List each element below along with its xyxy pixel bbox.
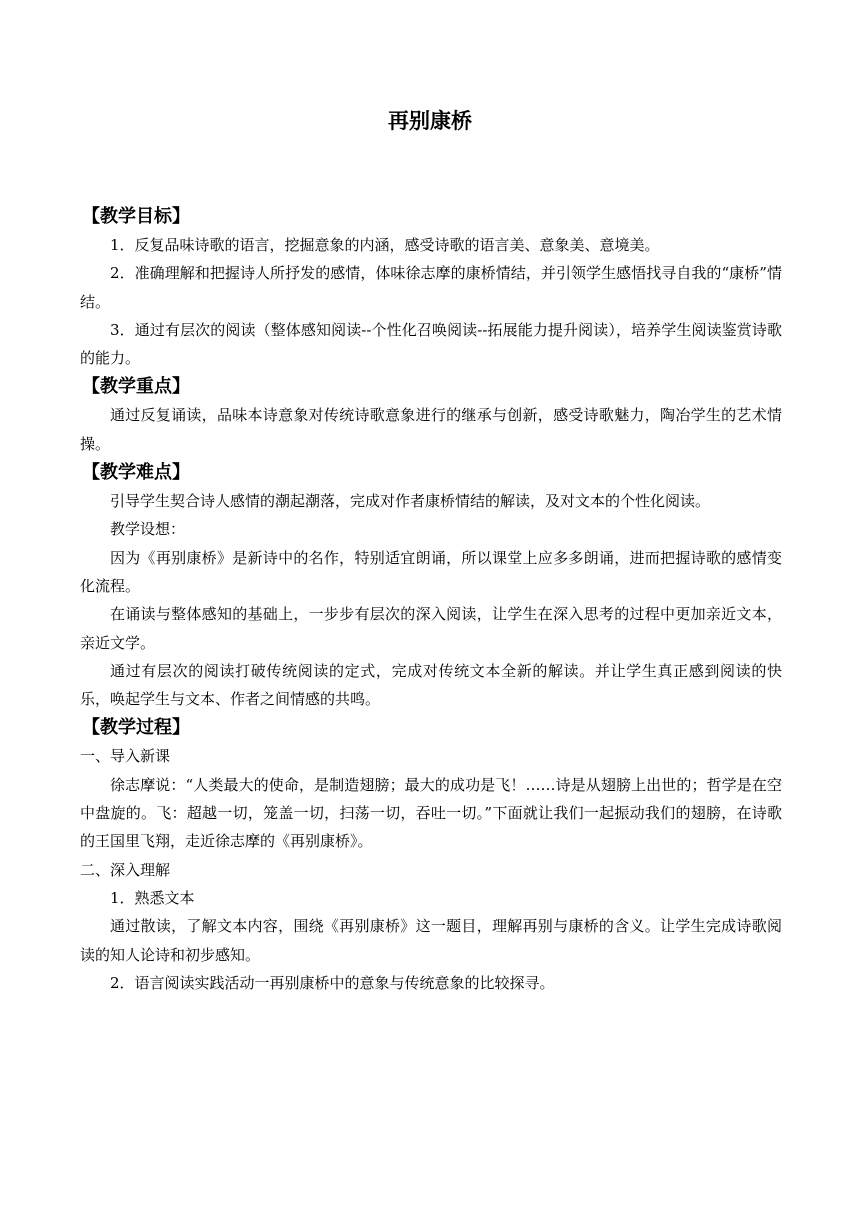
document-title: 再别康桥 bbox=[388, 109, 472, 133]
objective-item: 3．通过有层次的阅读（整体感知阅读--个性化召唤阅读--拓展能力提升阅读），培养学生阅读鉴赏诗歌的能力。 bbox=[80, 320, 782, 368]
objective-item: 2．准确理解和把握诗人所抒发的感情，体味徐志摩的康桥情结，并引领学生感悟找寻自我的“康桥”情结。 bbox=[80, 264, 782, 311]
process-step-text: 通过散读，了解文本内容，围绕《再别康桥》这一题目，理解再别与康桥的含义。让学生完成诗歌阅读的知人论诗和初步感知。 bbox=[80, 917, 782, 964]
process-part-text: 徐志摩说：“人类最大的使命，是制造翅膀；最大的成功是飞！……诗是从翅膀上出世的；哲学是在空中盘旋的。飞：超越一切，笼盖一切，扫荡一切，吞吐一切。”下面就让我们一起振动我们的翅膀，在诗歌的王国里飞翔，走近徐志摩的《再别康桥》。 bbox=[80, 775, 782, 851]
process-part-title: 二、深入理解 bbox=[80, 860, 171, 879]
process-step-title: 2．语言阅读实践活动一再别康桥中的意象与传统意象的比较探寻。 bbox=[110, 973, 555, 992]
key-point-paragraph: 通过反复诵读，品味本诗意象对传统诗歌意象进行的继承与创新，感受诗歌魅力，陶冶学生的艺术情操。 bbox=[80, 406, 782, 453]
section-heading-objectives: 【教学目标】 bbox=[82, 206, 190, 227]
section-heading-difficulties: 【教学难点】 bbox=[82, 462, 190, 484]
teaching-plan-paragraph: 在诵读与整体感知的基础上，一步步有层次的深入阅读，让学生在深入思考的过程中更加亲近文本，亲近文学。 bbox=[80, 605, 782, 652]
section-heading-key-points: 【教学重点】 bbox=[82, 376, 190, 398]
process-part-title: 一、导入新课 bbox=[80, 747, 171, 766]
process-step-title: 1．熟悉文本 bbox=[110, 888, 195, 907]
difficulty-paragraph: 引导学生契合诗人感情的潮起潮落，完成对作者康桥情结的解读，及对文本的个性化阅读。 bbox=[110, 492, 711, 511]
section-heading-process: 【教学过程】 bbox=[82, 717, 190, 739]
teaching-plan-paragraph: 因为《再别康桥》是新诗中的名作，特别适宜朗诵，所以课堂上应多多朗诵，进而把握诗歌的感情变化流程。 bbox=[80, 548, 782, 595]
objective-item: 1．反复品味诗歌的语言，挖掘意象的内涵，感受诗歌的语言美、意象美、意境美。 bbox=[110, 236, 660, 254]
teaching-plan-label: 教学设想： bbox=[110, 520, 186, 539]
document-body bbox=[80, 202, 782, 997]
teaching-plan-paragraph: 通过有层次的阅读打破传统阅读的定式，完成对传统文本全新的解读。并让学生真正感到阅读的快乐，唤起学生与文本、作者之间情感的共鸣。 bbox=[80, 661, 782, 709]
